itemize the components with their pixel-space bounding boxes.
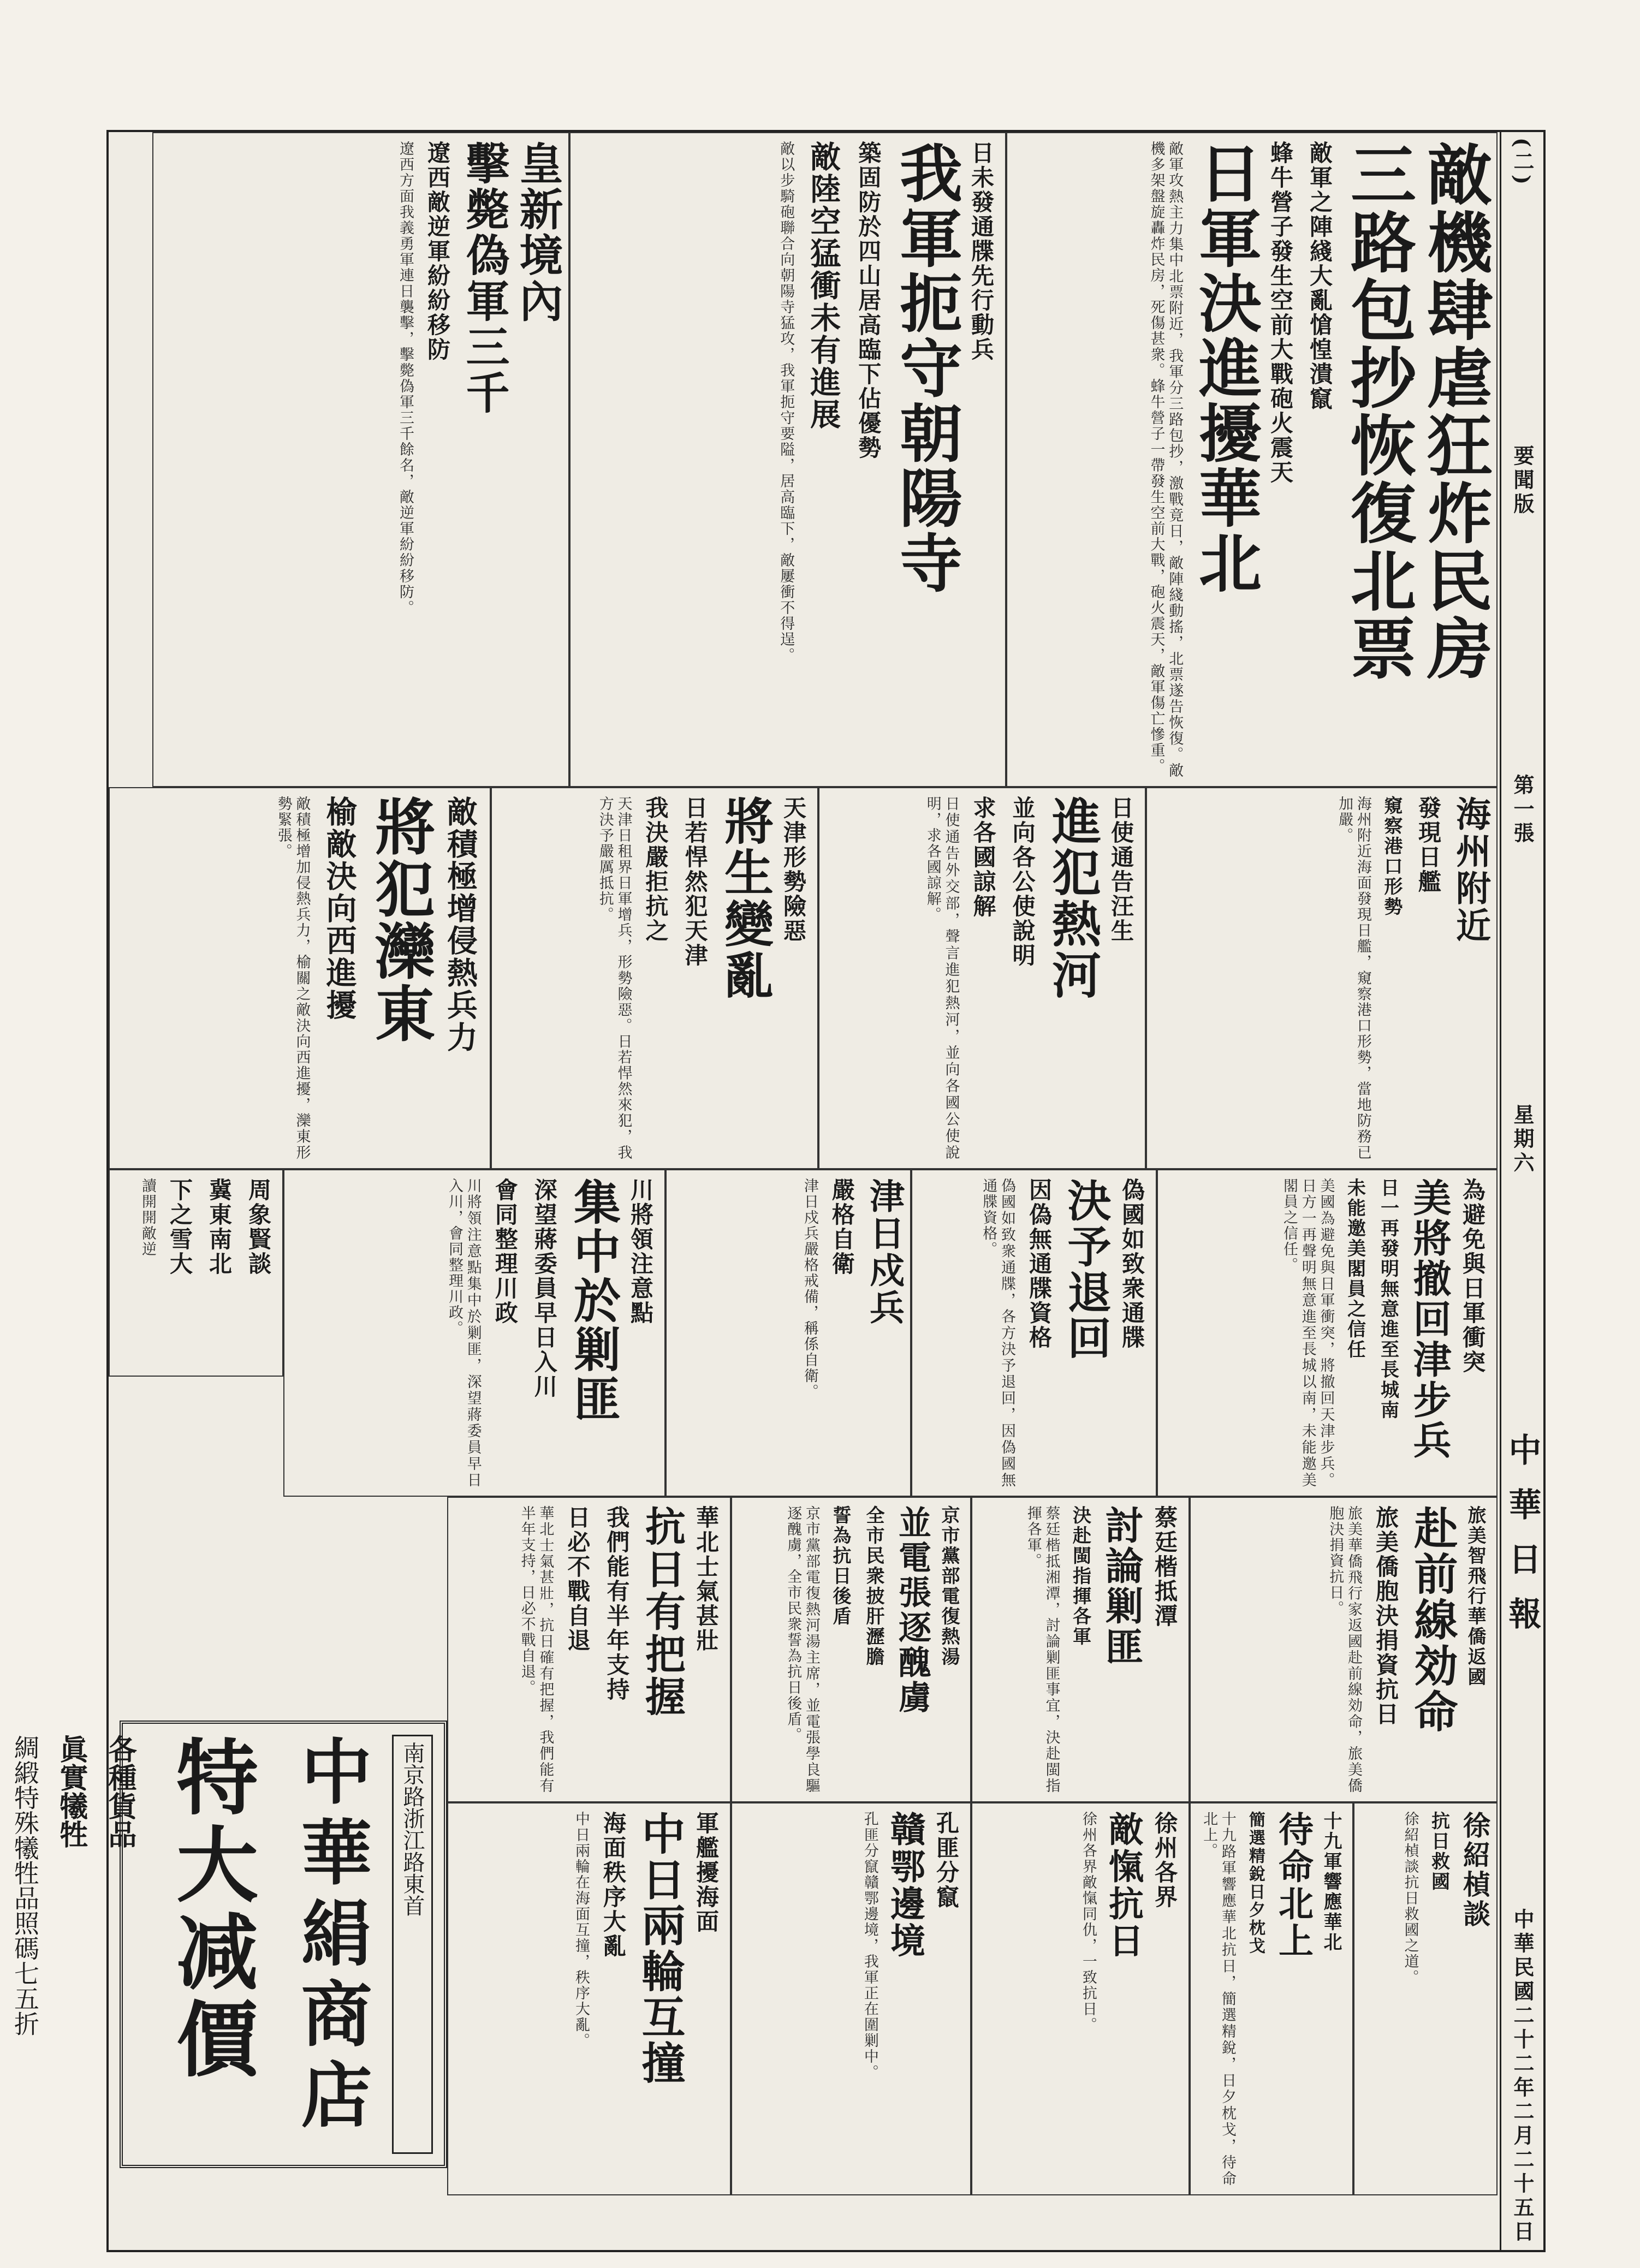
sheet-label: 第一張	[1510, 774, 1535, 847]
puppet-sub: 因偽無通牒資格	[1026, 1178, 1053, 1350]
caiting-sub: 決赴閩指揮各軍	[1069, 1505, 1091, 1647]
haizhou-sub-2: 窺察港口形勢	[1380, 796, 1403, 917]
sichuan-headline: 集中於剿匪	[566, 1178, 621, 1424]
sichuan-article	[283, 1169, 665, 1497]
puppet-headline: 決予退回	[1060, 1178, 1112, 1361]
caiting-body: 蔡廷楷抵湘潭，討論剿匪事宜，決赴閩指揮各軍。	[1024, 1505, 1060, 1794]
haizhou-article	[1146, 787, 1498, 1169]
page-number: (二)	[1510, 138, 1535, 188]
chaoyang-kicker: 日未發通牒先行動兵	[968, 141, 995, 362]
ad-goods: 各種貨品	[103, 1735, 136, 1848]
luandong-headline: 將犯灤東	[365, 796, 436, 1045]
huabei-body: 華北士氣甚壯，抗日確有把握，我們能有半年支持，日必不戰自退。	[518, 1505, 554, 1794]
beijing-kicker: 京市黨部電復熱湯	[938, 1505, 960, 1667]
xuzhou-headline: 敵愾抗日	[1103, 1811, 1144, 1960]
xuzhou-article	[971, 1802, 1190, 2195]
beijing-headline: 並電張逐醜虜	[893, 1505, 931, 1715]
ganbu-body: 孔匪分竄贛鄂邊境，我軍正在圍剿中。	[861, 1811, 878, 2080]
xinjing-sub-2: 遼西敵逆軍紛紛移防	[424, 141, 451, 362]
overseas-article	[1190, 1497, 1498, 1802]
lead-headline-1: 敵機肆虐狂炸民房	[1416, 141, 1493, 682]
newspaper-page	[10, 130, 1546, 2252]
jinzhou-article	[665, 1169, 911, 1497]
jinzhou-body: 津日戍兵嚴格戒備，稱係自衛。	[801, 1178, 818, 1400]
overseas-body: 旅美華僑飛行家返國赴前線効命，旅美僑胞決捐資抗日。	[1327, 1505, 1362, 1794]
xu-shaozhen-article	[1353, 1802, 1498, 2195]
luandong-body: 敵積極增加侵熱兵力，榆關之敵決向西進擾，灤東形勢緊張。	[275, 796, 311, 1160]
navy-headline: 中日兩輪互撞	[634, 1811, 686, 2086]
nineteenth-article	[1190, 1802, 1353, 2195]
lead-headline-3: 日軍決進擾華北	[1188, 141, 1262, 596]
ad-line-2	[0, 1735, 2, 2154]
section-title: 要聞版	[1510, 445, 1535, 517]
caiting-kicker: 蔡廷楷抵潭	[1151, 1505, 1178, 1628]
rehe-kicker: 日使通告汪生	[1108, 796, 1134, 943]
xinjing-headline: 皇新境內	[512, 141, 563, 324]
chaoyang-sub-2: 敵陸空猛衝未有進展	[805, 141, 842, 431]
sichuan-body: 川將領注意點集中於剿匪，深望蔣委員早日入川，會同整理川政。	[445, 1178, 482, 1488]
haizhou-headline: 海州附近	[1450, 796, 1491, 944]
nineteenth-kicker: 十九軍響應華北	[1320, 1811, 1342, 1952]
xinjing-sub: 擊斃偽軍三千	[459, 141, 510, 416]
newspaper-name: 中華日報	[1503, 1432, 1542, 1651]
weekly-label-2: 冀東南北	[206, 1178, 233, 1276]
tianjin-headline: 將生變亂	[716, 796, 774, 1001]
ad-address: 南京路浙江路東首	[392, 1735, 433, 2154]
date-line: 中華民國二十二年二月二十五日	[1510, 1908, 1535, 2245]
huabei-sub: 我們能有半年支持	[603, 1505, 631, 1702]
navy-sub: 海面秩序大亂	[600, 1811, 627, 1959]
us-sub: 日一再發明無意進至長城南	[1377, 1178, 1399, 1420]
ganbu-kicker: 孔匪分竄	[933, 1811, 960, 1909]
sichuan-kicker: 川將領注意點	[627, 1178, 654, 1325]
rehe-body: 日使通告外交部，聲言進犯熱河，並向各國公使說明，求各國諒解。	[924, 796, 960, 1160]
xu-shaozhen-headline: 徐紹楨談	[1459, 1811, 1491, 1929]
rehe-article	[818, 787, 1146, 1169]
xinjing-body: 遼西方面我義勇軍連日襲擊，擊斃偽軍三千餘名，敵逆軍紛紛移防。	[397, 141, 414, 616]
xuzhou-body: 徐州各界敵愾同仇，一致抗日。	[1079, 1811, 1097, 2033]
lead-sub-2: 蜂牛營子發生空前大戰砲火震天	[1267, 141, 1294, 485]
beijing-sub-2: 誓為抗日後盾	[829, 1505, 851, 1627]
navy-kicker: 軍艦擾海面	[693, 1811, 720, 1934]
tianjin-sub-2: 我決嚴拒抗之	[642, 796, 669, 943]
huabei-kicker: 華北士氣甚壯	[693, 1505, 720, 1653]
nineteenth-headline: 待命北上	[1273, 1811, 1314, 1960]
caiting-article	[971, 1497, 1190, 1802]
us-kicker: 為避免與日軍衝突	[1459, 1178, 1486, 1374]
overseas-sub: 旅美僑胞決捐資抗日	[1372, 1505, 1399, 1727]
overseas-headline: 赴前線効命	[1407, 1505, 1458, 1735]
chaoyang-sub: 築固防於四山居高臨下佔優勢	[855, 141, 882, 460]
luandong-kicker: 敵積極增侵熱兵力	[442, 796, 478, 1053]
sichuan-sub-2: 會同整理川政	[491, 1178, 519, 1325]
jinzhou-headline: 津日戍兵	[864, 1178, 905, 1326]
tianjin-kicker: 天津形勢險惡	[780, 796, 807, 943]
sichuan-sub: 深望蔣委員早日入川	[531, 1178, 558, 1399]
puppet-article	[911, 1169, 1157, 1497]
ad-line-1: 綢緞特殊犧牲品照碼七五折	[10, 1735, 40, 2036]
us-sub-2: 未能邀美閣員之信任	[1344, 1178, 1366, 1360]
chaoyang-body: 敵以步騎砲聯合向朝陽寺猛攻，我軍扼守要隘，居高臨下，敵屢衝不得逞。	[777, 141, 795, 663]
jinzhou-sub: 嚴格自衛	[828, 1178, 855, 1276]
ad-store-name: 中華絹商店	[289, 1735, 373, 2139]
beijing-sub: 全市民衆披肝瀝膽	[863, 1505, 884, 1667]
xu-shaozhen-body: 徐紹楨談抗日救國之道。	[1401, 1811, 1419, 1985]
us-body: 美國為避免與日軍衝突，將撤回天津步兵。日方一再聲明無意進至長城以南，未能邀美閣員之信任。	[1281, 1178, 1335, 1488]
huabei-headline: 抗日有把握	[639, 1505, 686, 1718]
xinjing-article	[152, 132, 569, 787]
huabei-sub-2: 日必不戰自退	[564, 1505, 591, 1653]
puppet-body: 偽國如致衆通牒，各方決予退回，因偽國無通牒資格。	[980, 1178, 1015, 1488]
tianjin-article	[491, 787, 818, 1169]
ganbu-headline: 贛鄂邊境	[884, 1811, 925, 1960]
huabei-article	[447, 1497, 731, 1802]
rehe-sub: 並向各公使說明	[1009, 796, 1036, 968]
beijing-body: 京市黨部電復熱河湯主席，並電張學良驅逐醜虜，全市民衆誓為抗日後盾。	[785, 1505, 820, 1794]
weekly-label-3: 下之雪大	[167, 1178, 193, 1276]
advertisement	[10, 1721, 447, 2168]
puppet-kicker: 偽國如致衆通牒	[1119, 1178, 1145, 1350]
luandong-article	[109, 787, 491, 1169]
navy-body: 中日兩輪在海面互撞，秩序大亂。	[573, 1811, 590, 2049]
xuzhou-kicker: 徐州各界	[1151, 1811, 1178, 1909]
chaoyang-headline: 我軍扼守朝陽寺	[889, 141, 962, 596]
caiting-headline: 討論剿匪	[1099, 1505, 1144, 1667]
nineteenth-body: 十九路軍響應華北抗日，簡選精銳，日夕枕戈，待命北上。	[1201, 1811, 1236, 2187]
navy-article	[447, 1802, 731, 2195]
rehe-sub-2: 求各國諒解	[970, 796, 997, 919]
ad-goods-2: 眞實犧牲	[55, 1735, 88, 1848]
lead-sub-1: 敵軍之陣綫大亂愴惶潰竄	[1306, 141, 1333, 411]
us-headline: 美將撤回津步兵	[1407, 1178, 1452, 1461]
ganbu-article	[731, 1802, 971, 2195]
ad-sale-title: 特大减價	[162, 1735, 258, 2084]
xu-shaozhen-sub: 抗日救國	[1428, 1811, 1450, 1892]
weekly-label-4: 讀開開敵逆	[139, 1178, 156, 1257]
haizhou-sub: 發現日艦	[1415, 796, 1442, 894]
tianjin-sub: 日若悍然犯天津	[681, 796, 709, 968]
overseas-kicker: 旅美智飛行華僑返國	[1464, 1505, 1486, 1687]
haizhou-body: 海州附近海面發現日艦，窺察港口形勢，當地防務已加嚴。	[1336, 796, 1371, 1160]
rehe-headline: 進犯熱河	[1043, 796, 1101, 1001]
us-article	[1157, 1169, 1498, 1497]
lead-body: 敵軍攻熱主力集中北票附近，我軍分三路包抄，激戰竟日，敵陣綫動搖，北票遂告恢復。敵機多架盤旋轟炸民房，死傷甚衆。蜂牛營子一帶發生空前大戰，砲火震天，敵軍傷亡慘重。	[1148, 141, 1184, 778]
lead-article	[1006, 132, 1498, 787]
weekly-label: 周象賢談	[245, 1178, 272, 1276]
weekday: 星期六	[1510, 1103, 1535, 1176]
nineteenth-sub: 簡選精銳日夕枕戈	[1245, 1811, 1265, 1955]
lead-headline-2: 三路包抄恢復北票	[1340, 141, 1417, 682]
luandong-sub: 榆敵決向西進擾	[321, 796, 358, 1021]
beijing-article	[731, 1497, 971, 1802]
weekly-box	[109, 1169, 283, 1377]
chaoyang-article	[569, 132, 1006, 787]
tianjin-body: 天津日租界日軍增兵，形勢險惡。日若悍然來犯，我方決予嚴厲抵抗。	[596, 796, 632, 1160]
masthead	[1500, 132, 1543, 2250]
